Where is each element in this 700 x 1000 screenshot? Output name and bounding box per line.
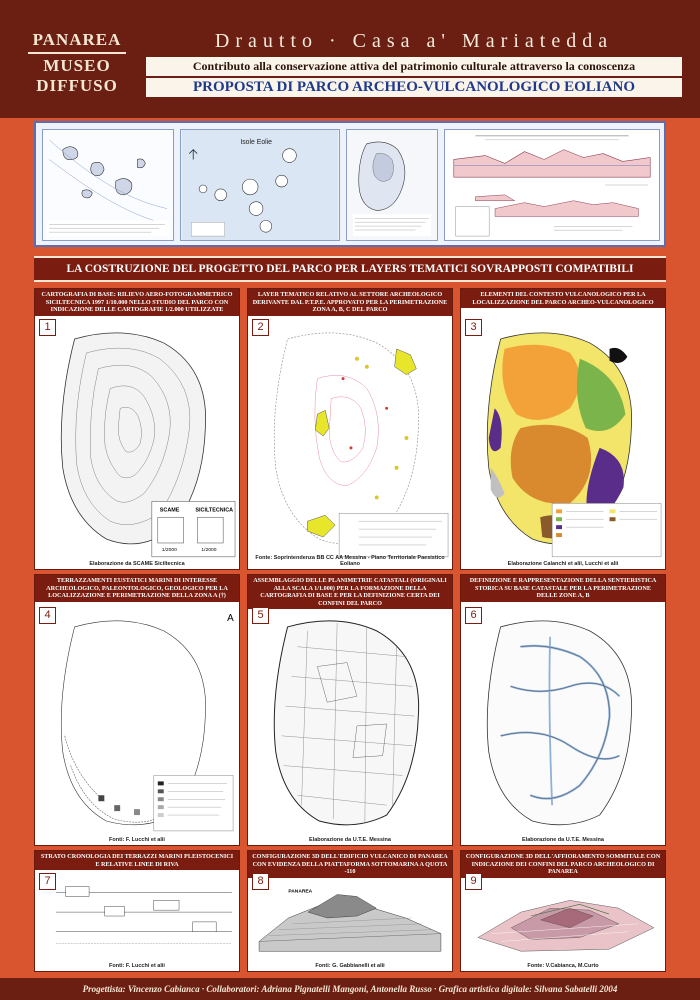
panel-2-caption: Fonte: Soprintendenza BB CC AA Messina - Piano Territoriale Paesistico Eoliano bbox=[255, 555, 445, 567]
summit-outcrop-3d-graphic bbox=[461, 873, 665, 961]
legend-scame: SCAME bbox=[159, 507, 180, 514]
panarea-detail-map bbox=[346, 129, 438, 241]
title-block bbox=[146, 30, 682, 97]
panel-4-number: 4 bbox=[39, 607, 56, 624]
panel-7-chart bbox=[35, 873, 239, 961]
panel-3-number: 3 bbox=[465, 319, 482, 336]
volcanological-map-graphic bbox=[461, 319, 665, 559]
panel-6-heading: DEFINIZIONE E RAPPRESENTAZIONE DELLA SENTIERISTICA STORICA SU BASE CATASTALE PER LA PERIMETRAZIONE DELLE ZONE A, B bbox=[461, 575, 665, 602]
topographic-map-graphic bbox=[35, 319, 239, 559]
panel-3-map bbox=[461, 319, 665, 559]
panel-2-map bbox=[248, 319, 452, 559]
panel-4-caption: Fonti: F. Lucchi et alii bbox=[109, 837, 165, 843]
panel-9-heading: CONFIGURAZIONE 3D DELL'AFFIORAMENTO SOMMITALE CON INDICAZIONE DEI CONFINI DEL PARCO ARCHEOLOGICO DI PANAREA bbox=[461, 851, 665, 878]
panel-3 bbox=[460, 288, 666, 570]
panel-8 bbox=[247, 850, 453, 972]
terrace-chronology-graphic bbox=[35, 873, 239, 961]
maps-strip bbox=[34, 121, 666, 247]
panel-8-heading: CONFIGURAZIONE 3D DELL'EDIFICIO VULCANICO DI PANAREA CON EVIDENZA DELLA PIATTAFORMA SOTTOMARINA A QUOTA -110 bbox=[248, 851, 452, 878]
panel-4-map bbox=[35, 607, 239, 835]
panel-9-3d-model bbox=[461, 873, 665, 961]
archaeological-layer-graphic bbox=[248, 319, 452, 559]
panel-7 bbox=[34, 850, 240, 972]
panarea-label: PANAREA bbox=[288, 889, 313, 895]
page-subtitle: Contributo alla conservazione attiva del patrimonio culturale attraverso la conoscenza bbox=[146, 57, 682, 76]
credits-footer: Progettista: Vincenzo Cabianca · Collaboratori: Adriana Pignatelli Mangoni, Antonella Russo · Grafica artistica digitale: Silvana Sabatelli 2004 bbox=[0, 978, 700, 1000]
geologic-profile-graphic bbox=[445, 130, 659, 240]
archipelago-map-graphic bbox=[43, 130, 173, 240]
panel-6-map bbox=[461, 607, 665, 835]
panel-1-map bbox=[35, 319, 239, 559]
museum-logo bbox=[28, 30, 126, 96]
panel-4 bbox=[34, 574, 240, 846]
legend-scale-2: 1/2000 bbox=[201, 547, 217, 553]
panel-3-heading: ELEMENTI DEL CONTESTO VULCANOLOGICO PER LA LOCALIZZAZIONE DEL PARCO ARCHEO-VULCANOLOGICO bbox=[461, 289, 665, 308]
panel-7-heading: STRATO CRONOLOGIA DEI TERRAZZI MARINI PLEISTOCENICI E RELATIVE LINEE DI RIVA bbox=[35, 851, 239, 870]
panel-8-number: 8 bbox=[252, 873, 269, 890]
cadastral-map-graphic bbox=[248, 607, 452, 835]
volcanic-edifice-3d-graphic bbox=[248, 873, 452, 961]
panel-6 bbox=[460, 574, 666, 846]
panel-7-caption: Fonti: F. Lucchi et alii bbox=[109, 963, 165, 969]
historic-paths-map-graphic bbox=[461, 607, 665, 835]
panarea-detail-graphic bbox=[347, 130, 437, 240]
panel-2-number: 2 bbox=[252, 319, 269, 336]
panel-9-number: 9 bbox=[465, 873, 482, 890]
aeolian-islands-map bbox=[180, 129, 340, 241]
logo-line-1: PANAREA bbox=[28, 30, 126, 54]
panel-8-caption: Fonti: G. Gabbianelli et alii bbox=[315, 963, 385, 969]
panel-4-heading: TERRAZZAMENTI EUSTATICI MARINI DI INTERESSE ARCHEOLOGICO, PALEONTOLOGICO, GEOLOGICO PER LA LOCALIZZAZIONE E PERIMETRAZIONE DELLA ZONA A (†) bbox=[35, 575, 239, 602]
panel-1-number: 1 bbox=[39, 319, 56, 336]
section-banner: LA COSTRUZIONE DEL PROGETTO DEL PARCO PER LAYERS TEMATICI SOVRAPPOSTI COMPATIBILI bbox=[34, 256, 666, 282]
panel-5 bbox=[247, 574, 453, 846]
panel-6-number: 6 bbox=[465, 607, 482, 624]
panel-5-heading: ASSEMBLAGGIO DELLE PLANIMETRIE CATASTALI (ORIGINALI ALLA SCALA 1/1.000) PER LA FORMAZIONE DELLA CARTOGRAFIA DI BASE E PER LA DEFINIZIONE CERTA DEI CONFINI DEL PARCO bbox=[248, 575, 452, 609]
corner-label: A bbox=[227, 612, 234, 624]
geologic-profile-diagram bbox=[444, 129, 660, 241]
panel-7-number: 7 bbox=[39, 873, 56, 890]
panel-9 bbox=[460, 850, 666, 972]
panel-8-3d-model bbox=[248, 873, 452, 961]
header bbox=[0, 0, 700, 118]
marine-terraces-map-graphic bbox=[35, 607, 239, 835]
panel-9-caption: Fonte: V.Cabianca, M.Curto bbox=[527, 963, 599, 969]
legend-scale-1: 1/2000 bbox=[161, 547, 177, 553]
logo-line-3: DIFFUSO bbox=[36, 76, 118, 95]
map-label-eolie: Isole Eolie bbox=[240, 138, 273, 146]
panel-1 bbox=[34, 288, 240, 570]
panel-2 bbox=[247, 288, 453, 570]
panel-5-number: 5 bbox=[252, 607, 269, 624]
panel-2-heading: LAYER TEMATICO RELATIVO AL SETTORE ARCHEOLOGICO DERIVANTE DAL P.T.P.E. APPROVATO PER LA PERIMETRAZIONE ZONA A, B, C DEL PARCO bbox=[248, 289, 452, 316]
proposal-title: PROPOSTA DI PARCO ARCHEO-VULCANOLOGICO EOLIANO bbox=[146, 78, 682, 97]
panel-5-caption: Elaborazione da U.T.E. Messina bbox=[309, 837, 391, 843]
logo-line-2: MUSEO bbox=[43, 56, 111, 75]
panel-5-map bbox=[248, 607, 452, 835]
panel-3-caption: Elaborazione Calanchi et alii, Lucchi et alii bbox=[507, 561, 619, 567]
legend-siciltecnica: SICILTECNICA bbox=[195, 507, 234, 514]
archipelago-map bbox=[42, 129, 174, 241]
page-title: Drautto · Casa a' Mariatedda bbox=[214, 30, 614, 52]
panel-6-caption: Elaborazione da U.T.E. Messina bbox=[522, 837, 604, 843]
panel-1-caption: Elaborazione da SCAME Siciltecnica bbox=[89, 561, 185, 567]
aeolian-islands-graphic bbox=[181, 130, 339, 240]
panel-1-heading: CARTOGRAFIA DI BASE: RILIEVO AERO-FOTOGRAMMETRICO SICILTECNICA 1997 1/10.000 NELLO STUDIO DEL PARCO CON INDICAZIONE DELLE CARTOGRAFIE 1/2.000 UTILIZZATE bbox=[35, 289, 239, 316]
